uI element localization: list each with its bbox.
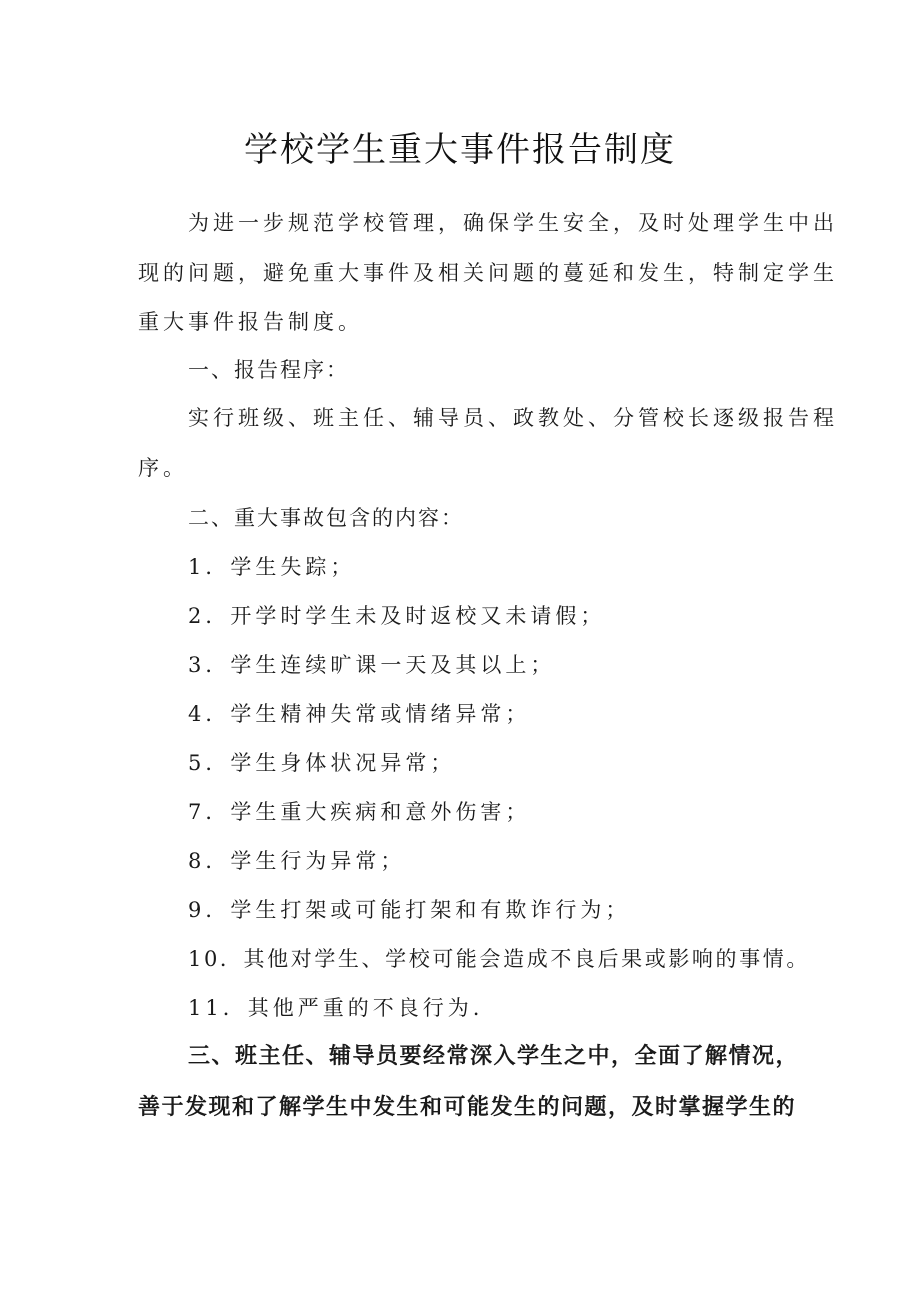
section1-body-line-2: 序。 <box>138 456 188 480</box>
list-item: 10．其他对学生、学校可能会造成不良后果或影响的事情。 <box>188 947 810 971</box>
list-item: 7．学生重大疾病和意外伤害； <box>188 800 531 824</box>
list-item: 5．学生身体状况异常； <box>188 751 456 775</box>
section1-body-line-1: 实行班级、班主任、辅导员、政教处、分管校长逐级报告程 <box>188 406 838 430</box>
list-item: 4．学生精神失常或情绪异常； <box>188 702 531 726</box>
section2-heading: 二、重大事故包含的内容： <box>188 506 464 530</box>
intro-line-1: 为进一步规范学校管理，确保学生安全，及时处理学生中出 <box>188 211 838 235</box>
list-item: 11．其他严重的不良行为. <box>188 996 484 1020</box>
list-item: 1．学生失踪； <box>188 555 356 579</box>
list-item: 8．学生行为异常； <box>188 849 406 873</box>
section3-line-1: 三、班主任、辅导员要经常深入学生之中，全面了解情况， <box>188 1044 800 1069</box>
document-title: 学校学生重大事件报告制度 <box>244 130 676 170</box>
intro-line-2: 现的问题，避免重大事件及相关问题的蔓延和发生，特制定学生 <box>138 261 838 285</box>
list-item: 3．学生连续旷课一天及其以上； <box>188 653 556 677</box>
section3-line-2: 善于发现和了解学生中发生和可能发生的问题，及时掌握学生的 <box>138 1095 797 1120</box>
list-item: 2．开学时学生未及时返校又未请假； <box>188 604 606 628</box>
list-item: 9．学生打架或可能打架和有欺诈行为； <box>188 898 631 922</box>
section1-heading: 一、报告程序： <box>188 358 349 382</box>
intro-line-3: 重大事件报告制度。 <box>138 310 363 334</box>
